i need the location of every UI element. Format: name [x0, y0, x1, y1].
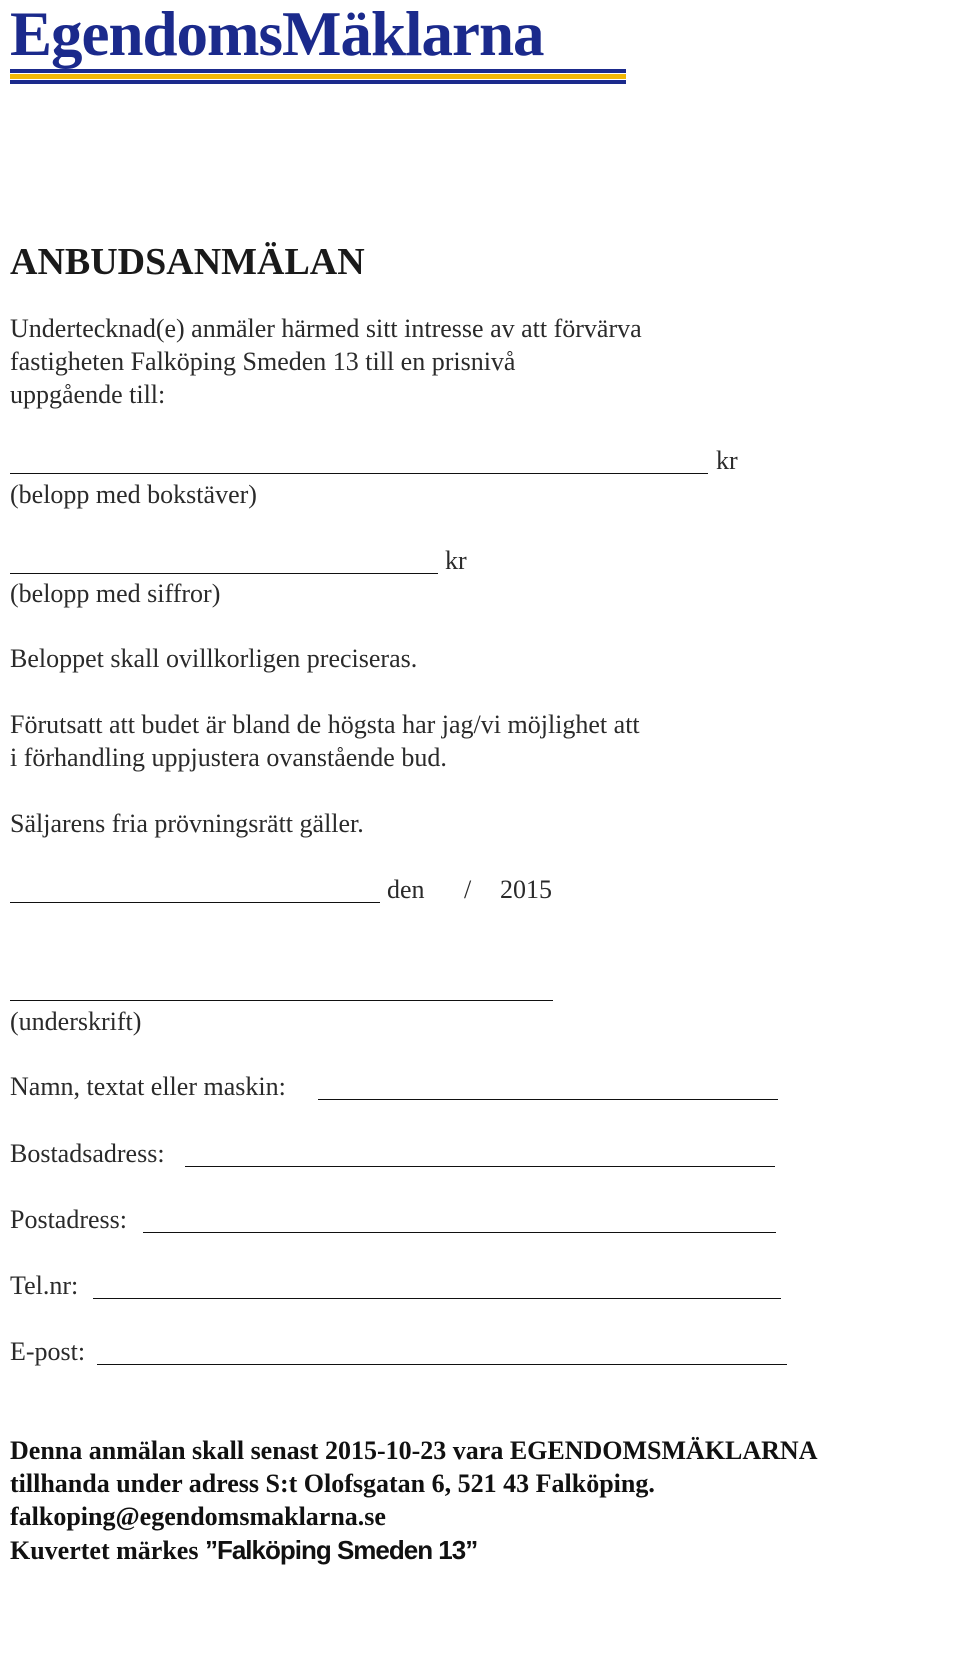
email-field[interactable]: [97, 1364, 787, 1365]
date-den: den: [387, 875, 425, 904]
intro-line-1: Undertecknad(e) anmäler härmed sitt intresse av att förvärva: [10, 314, 642, 343]
phone-label: Tel.nr:: [10, 1271, 79, 1300]
quote-close: ”: [465, 1535, 478, 1565]
address-field[interactable]: [185, 1166, 775, 1167]
envelope-marking: Falköping Smeden 13: [216, 1535, 466, 1565]
intro-line-2: fastigheten Falköping Smeden 13 till en prisnivå: [10, 347, 516, 376]
address-label: Bostadsadress:: [10, 1139, 165, 1168]
name-field[interactable]: [318, 1099, 778, 1100]
amount-digits-unit: kr: [445, 546, 467, 575]
phone-field[interactable]: [93, 1298, 781, 1299]
note-seller: Säljarens fria prövningsrätt gäller.: [10, 809, 364, 838]
footer-line-1: Denna anmälan skall senast 2015-10-23 vara EGENDOMSMÄKLARNA: [10, 1436, 818, 1465]
page-title: ANBUDSANMÄLAN: [10, 241, 365, 283]
place-field[interactable]: [10, 902, 380, 903]
amount-words-unit: kr: [716, 446, 738, 475]
footer-email: falkoping@egendomsmaklarna.se: [10, 1502, 386, 1531]
footer-line-4: [10, 1533, 477, 1568]
footer-line-2: tillhanda under adress S:t Olofsgatan 6, 521 43 Falköping.: [10, 1469, 655, 1498]
intro-line-3: uppgående till:: [10, 380, 166, 409]
postal-field[interactable]: [143, 1232, 776, 1233]
amount-digits-caption: (belopp med siffror): [10, 579, 221, 608]
name-label: Namn, textat eller maskin:: [10, 1072, 286, 1101]
amount-digits-field[interactable]: [10, 573, 438, 574]
company-logo: EgendomsMäklarna: [10, 0, 544, 69]
logo-stripe-blue-bottom: [10, 80, 626, 84]
postal-label: Postadress:: [10, 1205, 127, 1234]
note-adjust-line-2: i förhandling uppjustera ovanstående bud.: [10, 743, 447, 772]
quote-open: ”: [204, 1535, 217, 1565]
note-precise: Beloppet skall ovillkorligen preciseras.: [10, 644, 418, 673]
logo-stripe-blue-top: [10, 69, 626, 73]
note-adjust-line-1: Förutsatt att budet är bland de högsta har jag/vi möjlighet att: [10, 710, 640, 739]
signature-caption: (underskrift): [10, 1007, 142, 1036]
date-slash: /: [464, 875, 472, 904]
email-label: E-post:: [10, 1337, 86, 1366]
logo-stripe-yellow: [10, 74, 626, 79]
amount-words-field[interactable]: [10, 473, 708, 474]
signature-field[interactable]: [10, 1000, 553, 1001]
amount-words-caption: (belopp med bokstäver): [10, 480, 257, 509]
date-year: 2015: [500, 875, 552, 904]
footer-envelope-label: Kuvertet märkes: [10, 1536, 205, 1565]
